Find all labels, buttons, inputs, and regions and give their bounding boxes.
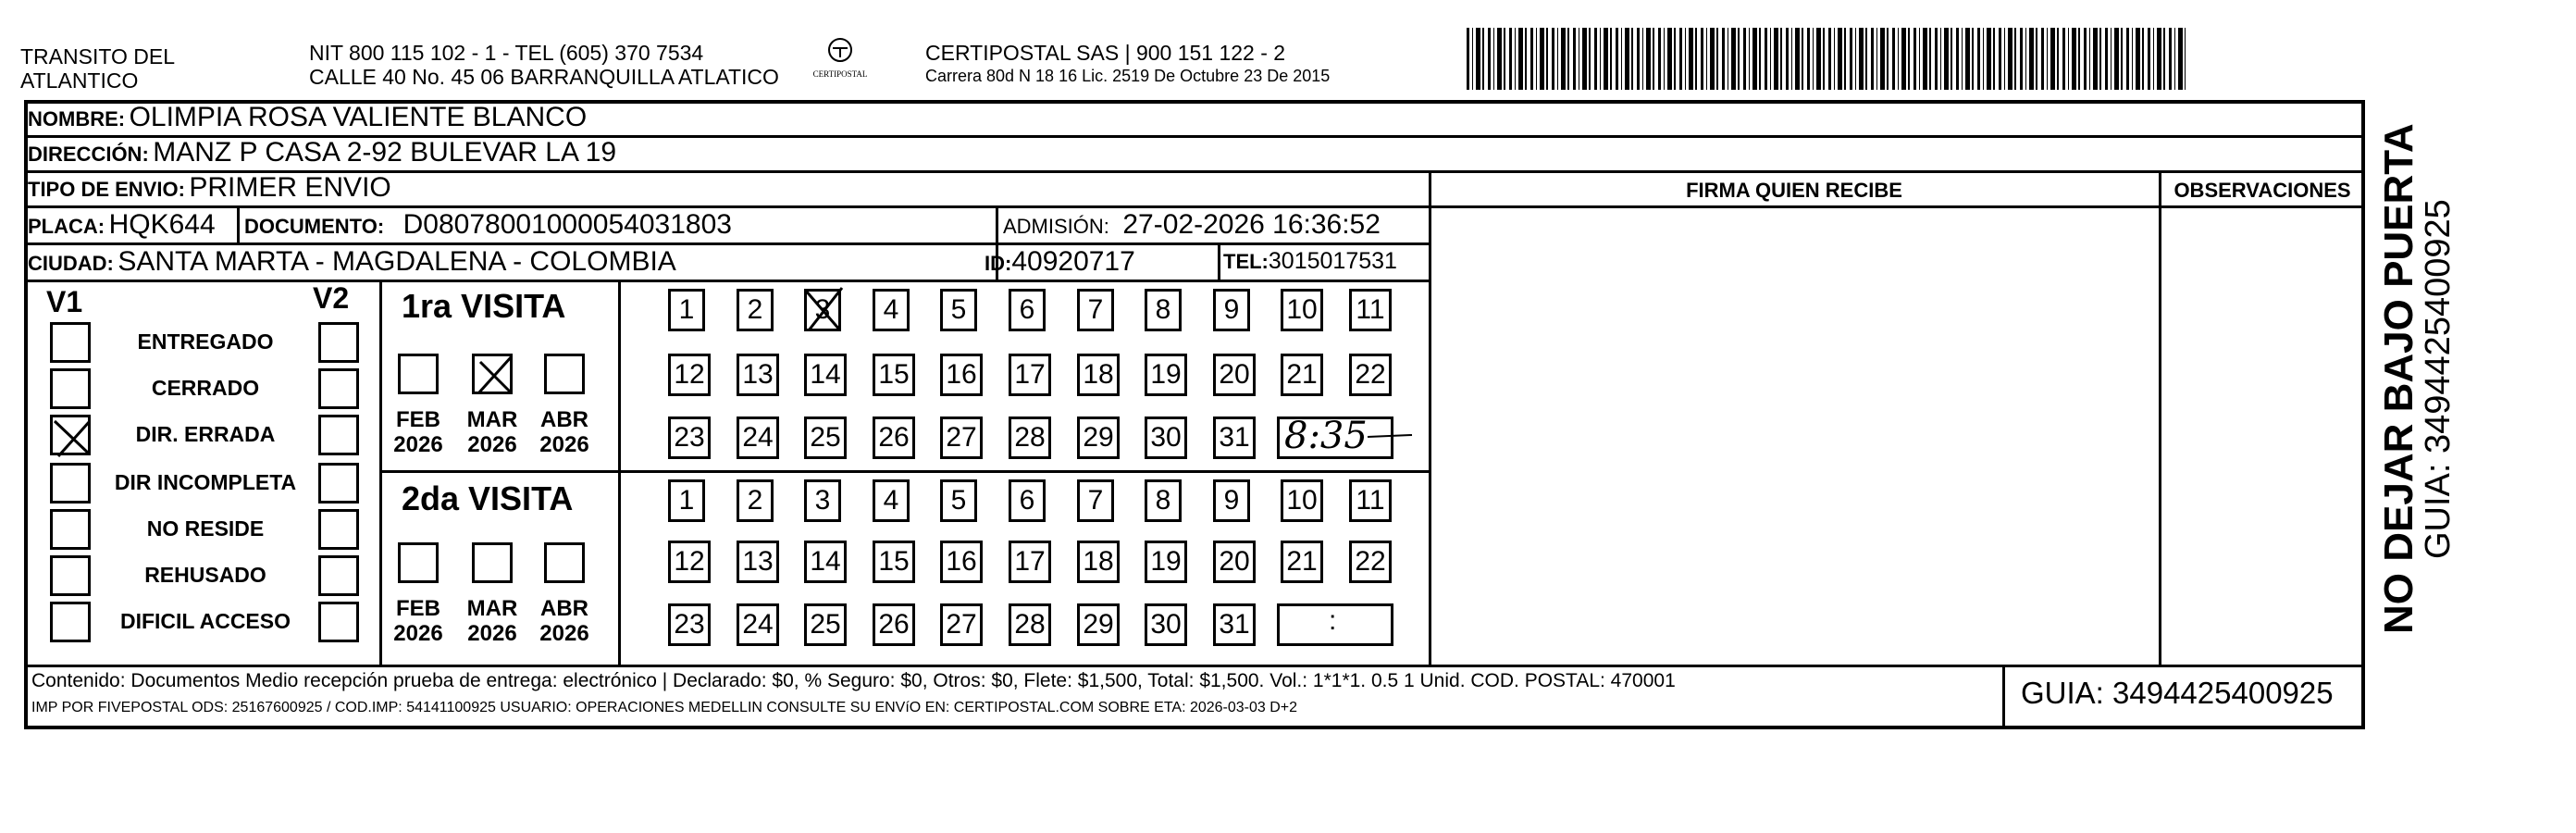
- month-label: [390, 596, 446, 646]
- v2-checkbox[interactable]: [318, 322, 359, 363]
- day-number: 26: [878, 609, 910, 640]
- second-visit-day[interactable]: [873, 541, 915, 583]
- first-visit-day[interactable]: [1213, 416, 1256, 459]
- second-visit-day[interactable]: [1281, 541, 1323, 583]
- first-visit-day[interactable]: [873, 289, 910, 331]
- month-name: ABR: [540, 596, 588, 621]
- first-visit-day[interactable]: [1145, 354, 1187, 396]
- day-number: 25: [810, 422, 841, 453]
- v2-checkbox[interactable]: [318, 368, 359, 409]
- day-number: 26: [878, 422, 910, 453]
- day-number: 25: [810, 609, 841, 640]
- day-number: 23: [674, 609, 705, 640]
- month-checkbox[interactable]: [544, 354, 585, 394]
- footer-imp: IMP POR FIVEPOSTAL ODS: 25167600925 / COD.IMP: 54141100925 USUARIO: OPERACIONES MEDELLIN CONSULTE SU ENVíO EN: CERTIPOSTAL.COM SOBRE ETA: 2026-03-03 D+2: [31, 700, 1298, 715]
- nombre-row: [28, 102, 587, 133]
- day-number: 5: [950, 294, 967, 325]
- first-visit-day[interactable]: [668, 289, 705, 331]
- month-year: 2026: [393, 621, 443, 646]
- day-number: 1: [678, 294, 695, 325]
- v1-label: V1: [46, 285, 83, 318]
- day-number: 6: [1019, 485, 1035, 516]
- v1-checkbox[interactable]: [50, 415, 91, 455]
- first-visit-day[interactable]: [737, 289, 774, 331]
- day-number: 20: [1219, 359, 1250, 390]
- tel-row: [1223, 248, 1397, 275]
- month-year: 2026: [393, 432, 443, 457]
- first-visit-day[interactable]: [1145, 289, 1182, 331]
- second-visit-day[interactable]: [668, 603, 711, 646]
- ciudad-label: CIUDAD:: [28, 252, 114, 275]
- month-year: 2026: [467, 621, 517, 646]
- day-number: 24: [742, 609, 774, 640]
- placa-label: PLACA:: [28, 215, 105, 238]
- second-visit-day[interactable]: [1213, 541, 1256, 583]
- first-visit-day[interactable]: [804, 416, 847, 459]
- second-visit-time-value: :: [1329, 605, 1337, 636]
- day-number: 16: [946, 546, 977, 577]
- second-visit-day[interactable]: [1077, 541, 1120, 583]
- side-warning: NO DEJAR BAJO PUERTA: [2376, 123, 2421, 634]
- first-visit-day[interactable]: [940, 354, 983, 396]
- day-number: 30: [1150, 422, 1182, 453]
- second-visit-day[interactable]: [1145, 541, 1187, 583]
- second-visit-day[interactable]: [668, 541, 711, 583]
- day-number: 27: [946, 422, 977, 453]
- reason-label: ENTREGADO: [137, 329, 274, 354]
- month-name: MAR: [466, 596, 518, 621]
- day-number: 14: [810, 546, 841, 577]
- month-label: [464, 407, 520, 457]
- sender-line-1: TRANSITO DEL: [20, 44, 175, 68]
- company-address: Carrera 80d N 18 16 Lic. 2519 De Octubre 23 De 2015: [925, 67, 1331, 85]
- month-name: FEB: [396, 407, 440, 432]
- month-name: FEB: [396, 596, 440, 621]
- month-checkbox[interactable]: [544, 542, 585, 583]
- first-visit-time-strike: [1277, 416, 1416, 463]
- day-number: 19: [1150, 546, 1182, 577]
- tipo-label: TIPO DE ENVIO:: [28, 178, 185, 201]
- tel-label: TEL:: [1223, 250, 1269, 273]
- day-number: 16: [946, 359, 977, 390]
- day-number: 8: [1155, 485, 1171, 516]
- tipo-value: PRIMER ENVIO: [189, 172, 391, 203]
- reason-label: CERRADO: [151, 376, 260, 400]
- second-visit-day[interactable]: [873, 603, 915, 646]
- observaciones-label: OBSERVACIONES: [2174, 179, 2351, 202]
- month-checkbox[interactable]: [472, 354, 513, 394]
- second-visit-day[interactable]: [1349, 479, 1392, 522]
- first-visit-day[interactable]: [1349, 289, 1392, 331]
- month-year: 2026: [539, 621, 589, 646]
- month-year: 2026: [539, 432, 589, 457]
- second-visit-day[interactable]: [1009, 541, 1051, 583]
- day-number: 19: [1150, 359, 1182, 390]
- second-visit-day[interactable]: [940, 479, 977, 522]
- company-name: CERTIPOSTAL SAS | 900 151 122 - 2: [925, 41, 1286, 65]
- first-visit-day[interactable]: [804, 289, 841, 331]
- day-number: 22: [1355, 359, 1386, 390]
- first-visit-day[interactable]: [1077, 289, 1114, 331]
- second-visit-day[interactable]: [804, 603, 847, 646]
- day-number: 5: [950, 485, 967, 516]
- day-number: 27: [946, 609, 977, 640]
- first-visit-day[interactable]: [737, 416, 779, 459]
- second-visit-day[interactable]: [1077, 603, 1120, 646]
- v2-checkbox[interactable]: [318, 509, 359, 550]
- day-number: 28: [1014, 422, 1046, 453]
- reason-label: NO RESIDE: [146, 516, 265, 541]
- second-visit-day[interactable]: [1009, 479, 1046, 522]
- placa-value: HQK644: [108, 209, 216, 240]
- first-visit-day[interactable]: [1145, 416, 1187, 459]
- day-number: 24: [742, 422, 774, 453]
- logo-text: CERTIPOSTAL: [812, 69, 868, 79]
- footer-guia: GUIA: 3494425400925: [2021, 676, 2334, 710]
- first-visit-day[interactable]: [1281, 354, 1323, 396]
- day-number: 10: [1286, 294, 1318, 325]
- tel-value: 3015017531: [1268, 248, 1397, 274]
- reason-label: REHUSADO: [144, 563, 266, 587]
- logo-icon: [824, 37, 857, 65]
- id-label: ID:: [985, 252, 1012, 275]
- sender-nit: NIT 800 115 102 - 1 - TEL (605) 370 7534: [309, 41, 704, 65]
- day-number: 30: [1150, 609, 1182, 640]
- day-number: 1: [678, 485, 695, 516]
- second-visit-day[interactable]: [1145, 603, 1187, 646]
- month-label: [464, 596, 520, 646]
- sender-name: [20, 44, 175, 93]
- day-number: 17: [1014, 359, 1046, 390]
- second-visit-day[interactable]: [1349, 541, 1392, 583]
- day-number: 29: [1083, 609, 1114, 640]
- month-checkbox[interactable]: [398, 354, 439, 394]
- day-number: 9: [1223, 485, 1240, 516]
- day-number: 4: [883, 294, 899, 325]
- day-number: 31: [1219, 422, 1250, 453]
- day-number: 10: [1286, 485, 1318, 516]
- second-visit-day[interactable]: [737, 479, 774, 522]
- first-visit-day[interactable]: [1349, 354, 1392, 396]
- day-number: 15: [878, 546, 910, 577]
- second-visit-day[interactable]: [1213, 603, 1256, 646]
- sender-address: CALLE 40 No. 45 06 BARRANQUILLA ATLATICO: [309, 65, 779, 89]
- sender-line-2: ATLANTICO: [20, 68, 139, 93]
- day-number: 7: [1087, 485, 1104, 516]
- v2-checkbox[interactable]: [318, 602, 359, 642]
- second-visit-day[interactable]: [1213, 479, 1250, 522]
- day-number: 12: [674, 359, 705, 390]
- v2-label: V2: [313, 281, 350, 315]
- tipo-row: [28, 172, 391, 204]
- second-visit-day[interactable]: [1077, 479, 1114, 522]
- direccion-row: [28, 137, 616, 168]
- first-visit-day[interactable]: [1077, 416, 1120, 459]
- v1-checkbox[interactable]: [50, 463, 91, 504]
- day-number: 7: [1087, 294, 1104, 325]
- day-number: 12: [674, 546, 705, 577]
- month-name: ABR: [540, 407, 588, 432]
- admision-row: [1003, 209, 1381, 241]
- id-value: 40920717: [1011, 246, 1135, 277]
- v1-checkbox[interactable]: [50, 555, 91, 596]
- direccion-value: MANZ P CASA 2-92 BULEVAR LA 19: [153, 137, 617, 168]
- admision-label: ADMISIÓN:: [1003, 215, 1109, 238]
- second-visit-day[interactable]: [737, 541, 779, 583]
- second-visit-day[interactable]: [737, 603, 779, 646]
- second-visit-day[interactable]: [1281, 479, 1323, 522]
- direccion-label: DIRECCIÓN:: [28, 143, 149, 166]
- ciudad-row: [28, 246, 676, 278]
- day-number: 6: [1019, 294, 1035, 325]
- second-visit-day[interactable]: [940, 541, 983, 583]
- first-visit-day[interactable]: [873, 416, 915, 459]
- day-number: 31: [1219, 609, 1250, 640]
- day-number: 20: [1219, 546, 1250, 577]
- day-number: 3: [814, 294, 831, 325]
- first-visit-day[interactable]: [1009, 416, 1051, 459]
- day-number: 22: [1355, 546, 1386, 577]
- first-visit-day[interactable]: [737, 354, 779, 396]
- v2-checkbox[interactable]: [318, 415, 359, 455]
- day-number: 11: [1356, 294, 1385, 325]
- documento-row: [244, 209, 732, 241]
- day-number: 13: [742, 359, 774, 390]
- day-number: 17: [1014, 546, 1046, 577]
- month-checkbox[interactable]: [472, 542, 513, 583]
- v1-checkbox[interactable]: [50, 368, 91, 409]
- v1-checkbox[interactable]: [50, 602, 91, 642]
- second-visit-label: 2da VISITA: [402, 479, 574, 517]
- first-visit-day[interactable]: [1077, 354, 1120, 396]
- day-number: 23: [674, 422, 705, 453]
- day-number: 15: [878, 359, 910, 390]
- day-number: 18: [1083, 359, 1114, 390]
- x-mark-icon: [53, 417, 93, 458]
- day-number: 2: [747, 294, 763, 325]
- v2-checkbox[interactable]: [318, 555, 359, 596]
- first-visit-day[interactable]: [668, 354, 711, 396]
- reason-label: DIR. ERRADA: [135, 422, 276, 446]
- first-visit-day[interactable]: [940, 289, 977, 331]
- day-number: 14: [810, 359, 841, 390]
- side-guia: GUIA: 3494425400925: [2419, 199, 2458, 559]
- ciudad-value: SANTA MARTA - MAGDALENA - COLOMBIA: [118, 246, 676, 277]
- barcode: [1467, 28, 2186, 90]
- month-year: 2026: [467, 432, 517, 457]
- month-label: [537, 407, 592, 457]
- day-number: 13: [742, 546, 774, 577]
- reason-label: DIR INCOMPLETA: [114, 470, 297, 494]
- id-row: [985, 246, 1135, 278]
- month-label: [390, 407, 446, 457]
- admision-value: 27-02-2026 16:36:52: [1122, 209, 1381, 240]
- month-label: [537, 596, 592, 646]
- x-mark-icon: [475, 356, 515, 397]
- day-number: 11: [1356, 485, 1385, 516]
- month-checkbox[interactable]: [398, 542, 439, 583]
- second-visit-day[interactable]: [940, 603, 983, 646]
- day-number: 18: [1083, 546, 1114, 577]
- certipostal-logo: [803, 37, 877, 91]
- day-number: 21: [1286, 546, 1318, 577]
- nombre-value: OLIMPIA ROSA VALIENTE BLANCO: [129, 102, 588, 132]
- first-visit-day[interactable]: [1281, 289, 1323, 331]
- v2-checkbox[interactable]: [318, 463, 359, 504]
- second-visit-day[interactable]: [668, 479, 705, 522]
- documento-value: D080780010000540318​03: [402, 209, 732, 240]
- first-visit-label: 1ra VISITA: [402, 287, 566, 325]
- v1-checkbox[interactable]: [50, 509, 91, 550]
- documento-label: DOCUMENTO:: [244, 215, 385, 238]
- firma-label: FIRMA QUIEN RECIBE: [1686, 179, 1902, 202]
- v1-checkbox[interactable]: [50, 322, 91, 363]
- day-number: 4: [883, 485, 899, 516]
- day-number: 28: [1014, 609, 1046, 640]
- first-visit-day[interactable]: [1009, 354, 1051, 396]
- first-visit-day[interactable]: [1009, 289, 1046, 331]
- second-visit-day[interactable]: [873, 479, 910, 522]
- nombre-label: NOMBRE:: [28, 107, 126, 131]
- placa-row: [28, 209, 216, 241]
- day-number: 9: [1223, 294, 1240, 325]
- first-visit-day[interactable]: [873, 354, 915, 396]
- day-number: 21: [1286, 359, 1318, 390]
- second-visit-day[interactable]: [804, 479, 841, 522]
- first-visit-day[interactable]: [940, 416, 983, 459]
- first-visit-day[interactable]: [804, 354, 847, 396]
- month-name: MAR: [466, 407, 518, 432]
- day-number: 2: [747, 485, 763, 516]
- first-visit-day[interactable]: [1213, 354, 1256, 396]
- first-visit-day[interactable]: [1213, 289, 1250, 331]
- footer-content: Contenido: Documentos Medio recepción prueba de entrega: electrónico | Declarado: $0, % Seguro: $0, Otros: $0, Flete: $1,500, Total: $1,500. Vol.: 1*1*1. 0.5 1 Unid. COD. POSTAL: 470001: [31, 670, 1676, 691]
- first-visit-time-value: 8:35: [1284, 415, 1368, 457]
- second-visit-day[interactable]: [804, 541, 847, 583]
- second-visit-day[interactable]: [1145, 479, 1182, 522]
- x-mark-icon: [803, 286, 846, 334]
- first-visit-day[interactable]: [668, 416, 711, 459]
- day-number: 8: [1155, 294, 1171, 325]
- reason-label: DIFICIL ACCESO: [119, 609, 291, 633]
- day-number: 29: [1083, 422, 1114, 453]
- second-visit-day[interactable]: [1009, 603, 1051, 646]
- day-number: 3: [814, 485, 831, 516]
